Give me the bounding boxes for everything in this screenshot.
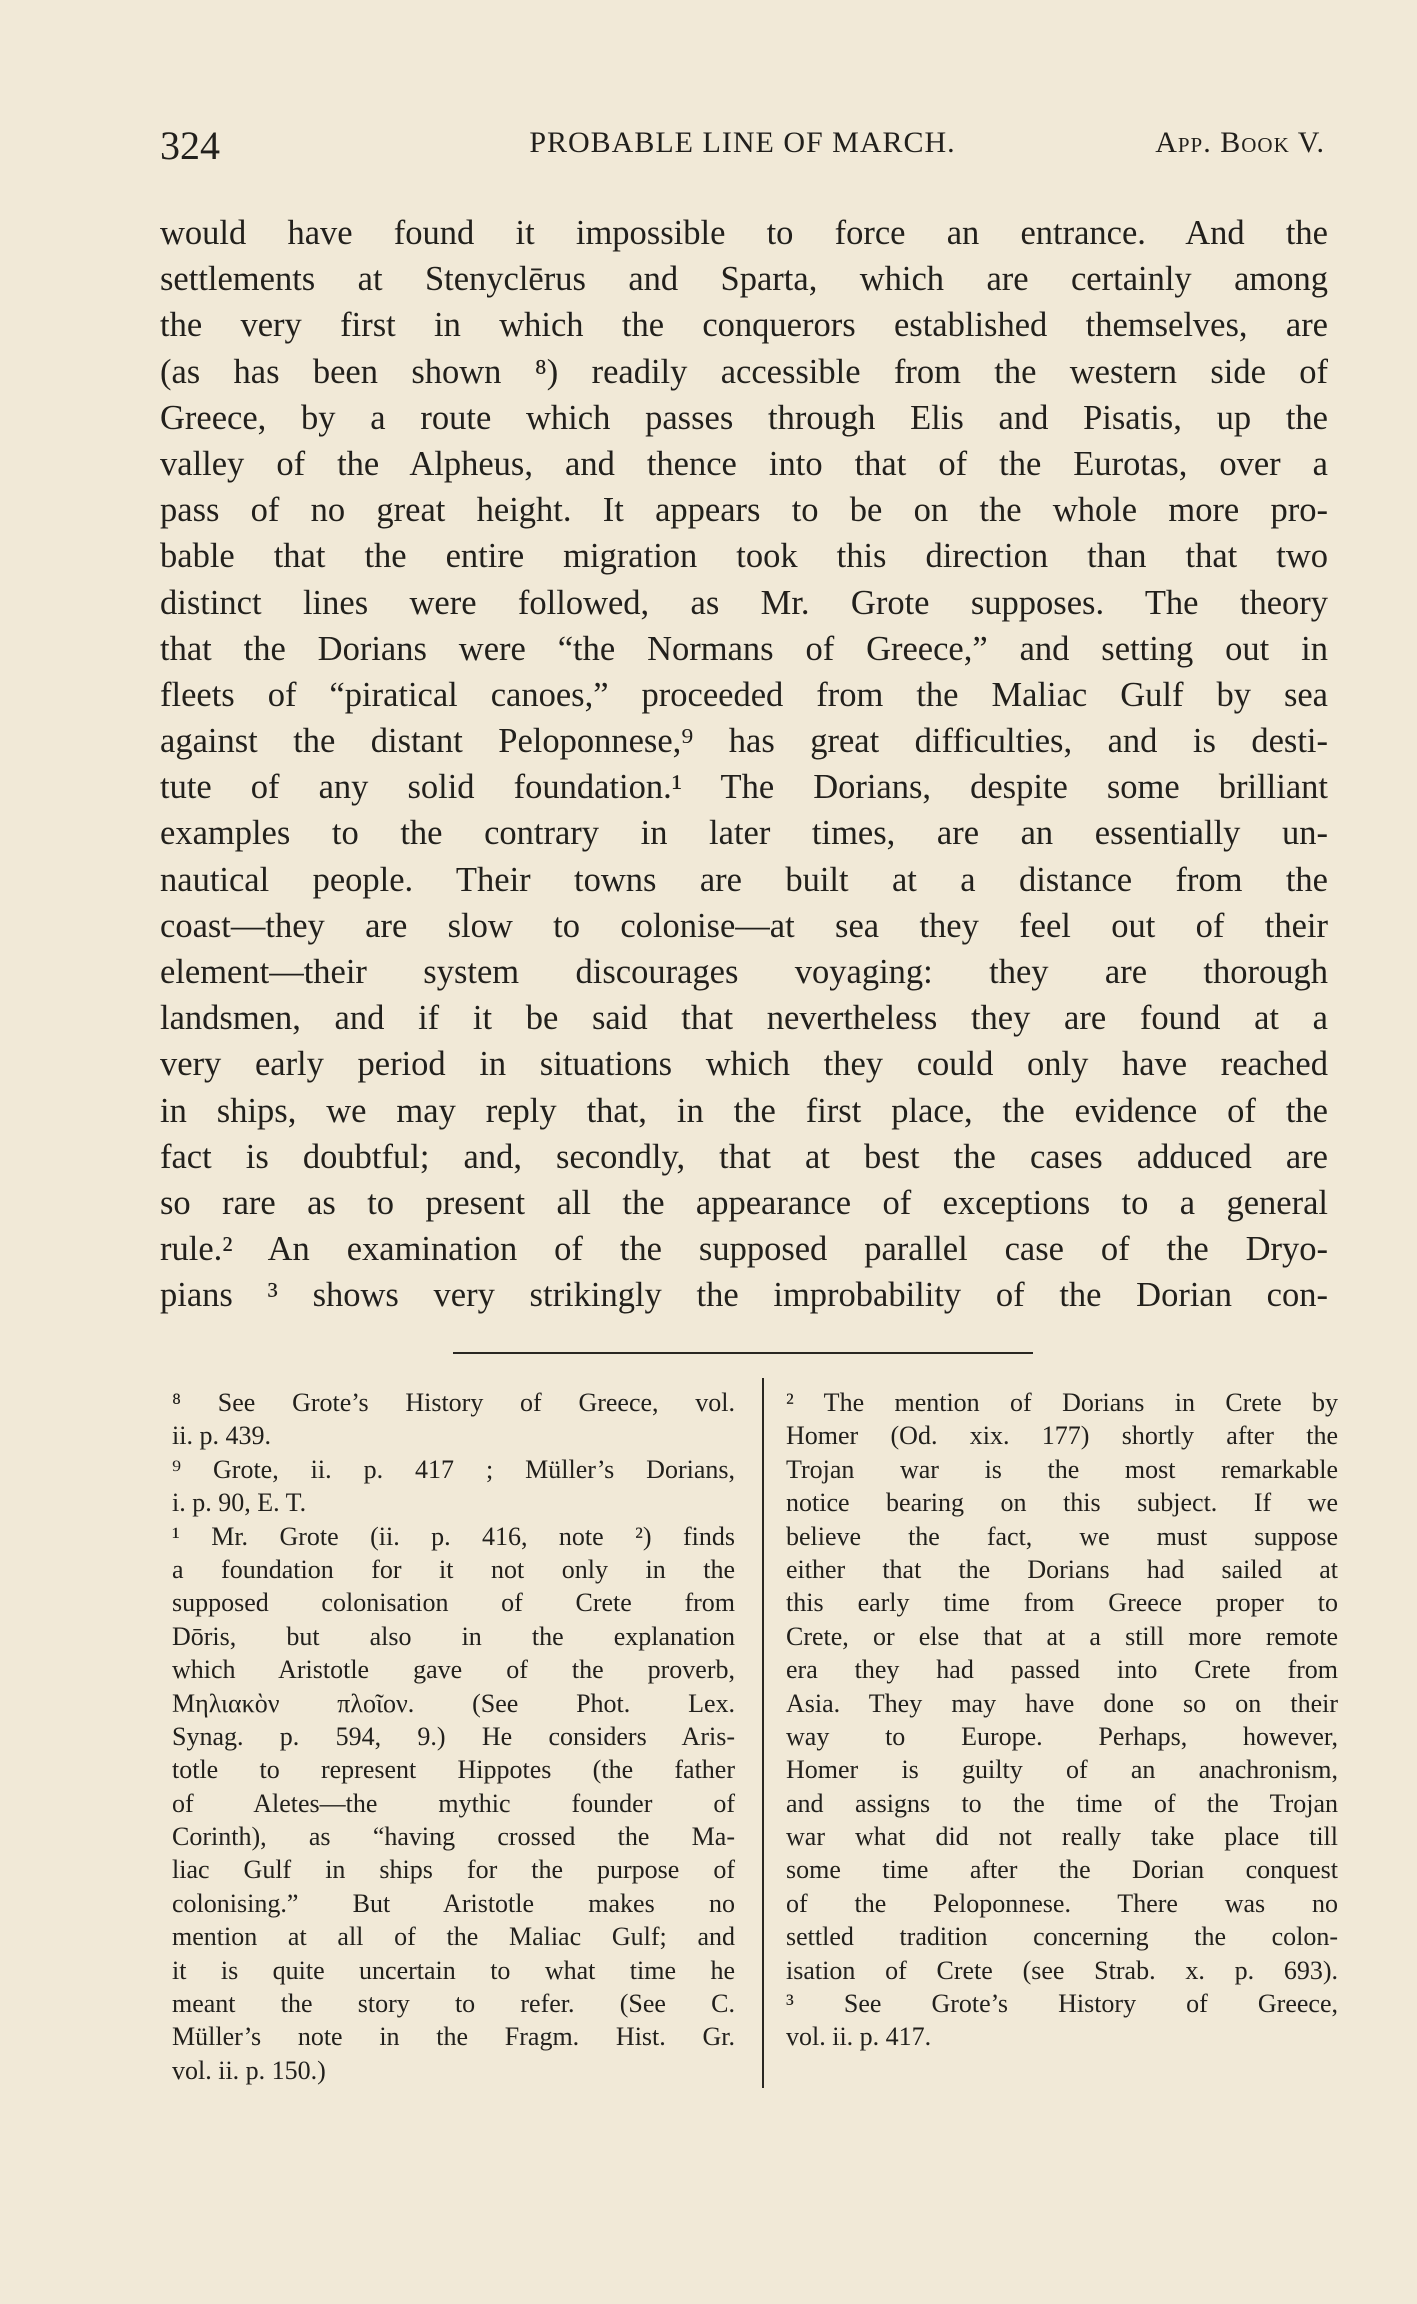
footnote-line: vol. ii. p. 417. [786,2022,932,2052]
footnote-line: which Aristotle gave of the proverb, [172,1655,735,1685]
text-line: rule.² An examination of the supposed parallel case of the Dryo- [160,1230,1328,1269]
text-line: Greece, by a route which passes through Elis and Pisatis, up the [160,398,1328,437]
footnote-line: Crete, or else that at a still more remote [786,1621,1338,1651]
footnote-line: mention at all of the Maliac Gulf; and [172,1922,735,1952]
footnote-line: ⁹ Grote, ii. p. 417 ; Müller’s Dorians, [172,1454,735,1484]
footnote-line: some time after the Dorian conquest [786,1855,1338,1885]
footnote-line: Asia. They may have done so on their [786,1688,1338,1718]
footnote-line: this early time from Greece proper to [786,1588,1338,1618]
main-text [160,210,1328,1319]
footnote-line: settled tradition concerning the colon- [786,1922,1338,1952]
text-line: coast—they are slow to colonise—at sea they feel out of their [160,906,1328,945]
footnote-line: notice bearing on this subject. If we [786,1488,1338,1518]
footnote-line: colonising.” But Aristotle makes no [172,1888,735,1918]
footnote-line: Dōris, but also in the explanation [172,1621,735,1651]
text-line: very early period in situations which they could only have reached [160,1045,1328,1084]
running-title: PROBABLE LINE OF MARCH. [529,126,956,159]
footnote-line: Müller’s note in the Fragm. Hist. Gr. [172,2022,735,2052]
footnote-line: vol. ii. p. 150.) [172,2055,326,2085]
text-line: fact is doubtful; and, secondly, that at best the cases adduced are [160,1137,1328,1176]
text-line: nautical people. Their towns are built at a distance from the [160,860,1328,899]
text-line: tute of any solid foundation.¹ The Dorians, despite some brilliant [160,768,1328,807]
footnote-line: era they had passed into Crete from [786,1655,1338,1685]
footnote-line: Homer is guilty of an anachronism, [786,1755,1338,1785]
text-line: distinct lines were followed, as Mr. Grote supposes. The theory [160,583,1328,622]
footnote-line: supposed colonisation of Crete from [172,1588,735,1618]
footnotes-right-column [786,1386,1338,2054]
column-divider [762,1378,764,2088]
footnote-line: way to Europe. Perhaps, however, [786,1721,1338,1751]
footnote-line: Corinth), as “having crossed the Ma- [172,1822,735,1852]
footnote-line: and assigns to the time of the Trojan [786,1788,1338,1818]
text-line: in ships, we may reply that, in the first place, the evidence of the [160,1091,1328,1130]
footnote-line: totle to represent Hippotes (the father [172,1755,735,1785]
text-line: valley of the Alpheus, and thence into that of the Eurotas, over a [160,444,1328,483]
footnote-line: Homer (Od. xix. 177) shortly after the [786,1421,1338,1451]
text-line: landsmen, and if it be said that nevertheless they are found at a [160,999,1328,1038]
footnote-line: meant the story to refer. (See C. [172,1989,735,2019]
text-line: the very first in which the conquerors established themselves, are [160,306,1328,345]
footnote-line: of the Peloponnese. There was no [786,1888,1338,1918]
book-reference: App. Book V. [1155,126,1325,159]
text-line: so rare as to present all the appearance of exceptions to a general [160,1183,1328,1222]
footnote-line: ¹ Mr. Grote (ii. p. 416, note ²) finds [172,1521,735,1551]
footnote-line: ⁸ See Grote’s History of Greece, vol. [172,1388,735,1417]
footnote-line: i. p. 90, E. T. [172,1488,307,1518]
text-line: pass of no great height. It appears to be on the whole more pro- [160,491,1328,530]
footnote-line: liac Gulf in ships for the purpose of [172,1855,735,1885]
text-line: examples to the contrary in later times, are an essentially un- [160,814,1328,853]
page-number: 324 [160,123,220,168]
footnotes-left-column [172,1386,735,2087]
text-line: pians ³ shows very strikingly the improbability of the Dorian con- [160,1276,1328,1315]
footnote-line: Trojan war is the most remarkable [786,1454,1338,1484]
footnote-line: ii. p. 439. [172,1421,271,1451]
footnote-line: ² The mention of Dorians in Crete by [786,1388,1338,1417]
text-line: that the Dorians were “the Normans of Greece,” and setting out in [160,629,1328,668]
text-line: settlements at Stenyclērus and Sparta, which are certainly among [160,260,1328,299]
footnote-line: believe the fact, we must suppose [786,1521,1338,1551]
footnote-line: war what did not really take place till [786,1822,1338,1852]
footnote-line: it is quite uncertain to what time he [172,1955,735,1985]
footnote-divider [453,1352,1033,1354]
text-line: fleets of “piratical canoes,” proceeded from the Maliac Gulf by sea [160,675,1328,714]
footnote-line: a foundation for it not only in the [172,1554,735,1584]
text-line: element—their system discourages voyaging: they are thorough [160,953,1328,991]
footnote-line: of Aletes—the mythic founder of [172,1788,735,1818]
text-line: (as has been shown ⁸) readily accessible from the western side of [160,352,1328,391]
text-line: against the distant Peloponnese,⁹ has great difficulties, and is desti- [160,722,1328,761]
footnote-line: Μηλιακὸν πλοῖον. (See Phot. Lex. [172,1688,735,1718]
footnote-line: either that the Dorians had sailed at [786,1554,1338,1584]
footnote-line: Synag. p. 594, 9.) He considers Aris- [172,1721,735,1751]
footnote-line: ³ See Grote’s History of Greece, [786,1989,1338,2019]
text-line: would have found it impossible to force an entrance. And the [160,214,1328,252]
text-line: bable that the entire migration took this direction than that two [160,537,1328,576]
footnote-line: isation of Crete (see Strab. x. p. 693). [786,1955,1338,1985]
running-header [160,122,1325,172]
